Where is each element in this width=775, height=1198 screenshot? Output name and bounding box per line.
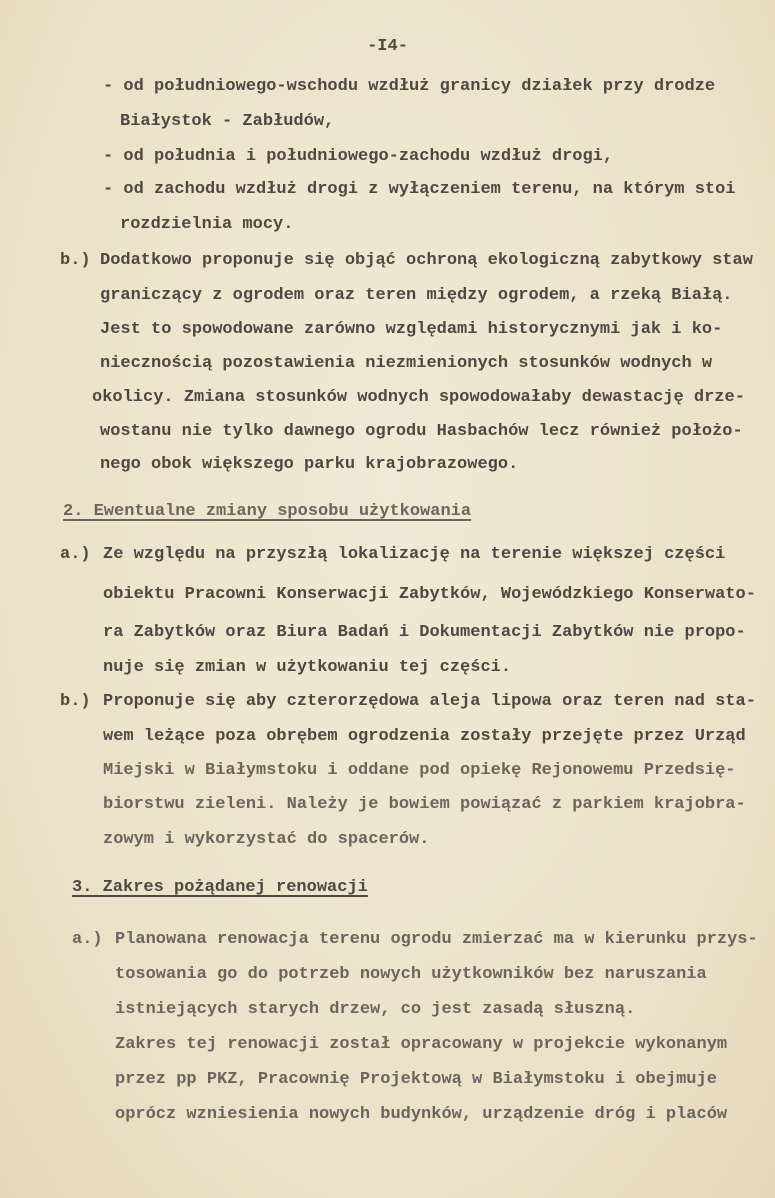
- paragraph-line: nuje się zmian w użytkowaniu tej części.: [103, 658, 512, 677]
- paragraph-line: okolicy. Zmiana stosunków wodnych spowodowałaby dewastację drze-: [92, 388, 745, 407]
- item-label: b.): [60, 692, 91, 711]
- boundary-line: - od zachodu wzdłuż drogi z wyłączeniem terenu, na którym stoi: [103, 180, 736, 199]
- paragraph-line: wostanu nie tylko dawnego ogrodu Hasbachów lecz również położo-: [100, 422, 743, 441]
- paragraph-line: biorstwu zieleni. Należy je bowiem powiązać z parkiem krajobra-: [103, 795, 746, 814]
- paragraph-line: wem leżące poza obrębem ogrodzenia zostały przejęte przez Urząd: [103, 727, 746, 746]
- boundary-line: - od południowego-wschodu wzdłuż granicy działek przy drodze: [103, 77, 716, 96]
- paragraph-line: tosowania go do potrzeb nowych użytkowników bez naruszania: [115, 965, 707, 984]
- section-heading: 3. Zakres pożądanej renowacji: [72, 878, 368, 897]
- paragraph-line: niecznością pozostawienia niezmienionych stosunków wodnych w: [100, 354, 713, 373]
- paragraph-line: oprócz wzniesienia nowych budynków, urządzenie dróg i placów: [115, 1105, 728, 1124]
- paragraph-line: Miejski w Białymstoku i oddane pod opiekę Rejonowemu Przedsię-: [103, 761, 736, 780]
- paragraph-line: Zakres tej renowacji został opracowany w projekcie wykonanym: [115, 1035, 728, 1054]
- item-label: a.): [60, 545, 91, 564]
- paragraph-line: przez pp PKZ, Pracownię Projektową w Białymstoku i obejmuje: [115, 1070, 717, 1089]
- boundary-line: - od południa i południowego-zachodu wzdłuż drogi,: [103, 147, 614, 166]
- page-number: -I4-: [367, 37, 408, 56]
- paragraph-line: istniejących starych drzew, co jest zasadą słuszną.: [115, 1000, 636, 1019]
- paragraph-line: Proponuje się aby czterorzędowa aleja lipowa oraz teren nad sta-: [103, 692, 756, 711]
- paragraph-line: nego obok większego parku krajobrazowego.: [100, 455, 519, 474]
- boundary-line: Białystok - Zabłudów,: [120, 112, 335, 131]
- paragraph-line: Planowana renowacja terenu ogrodu zmierzać ma w kierunku przys-: [115, 930, 758, 949]
- paragraph-line: ra Zabytków oraz Biura Badań i Dokumentacji Zabytków nie propo-: [103, 623, 746, 642]
- paragraph-line: Ze względu na przyszłą lokalizację na terenie większej części: [103, 545, 726, 564]
- paragraph-line: obiektu Pracowni Konserwacji Zabytków, Wojewódzkiego Konserwato-: [103, 585, 756, 604]
- section-heading: 2. Ewentualne zmiany sposobu użytkowania: [63, 502, 472, 521]
- paragraph-line: Dodatkowo proponuje się objąć ochroną ekologiczną zabytkowy staw: [100, 251, 753, 270]
- boundary-line: rozdzielnia mocy.: [120, 215, 294, 234]
- item-label: b.): [60, 251, 91, 270]
- paragraph-line: zowym i wykorzystać do spacerów.: [103, 830, 430, 849]
- paragraph-line: graniczący z ogrodem oraz teren między ogrodem, a rzeką Białą.: [100, 286, 733, 305]
- paragraph-line: Jest to spowodowane zarówno względami historycznymi jak i ko-: [100, 320, 723, 339]
- item-label: a.): [72, 930, 103, 949]
